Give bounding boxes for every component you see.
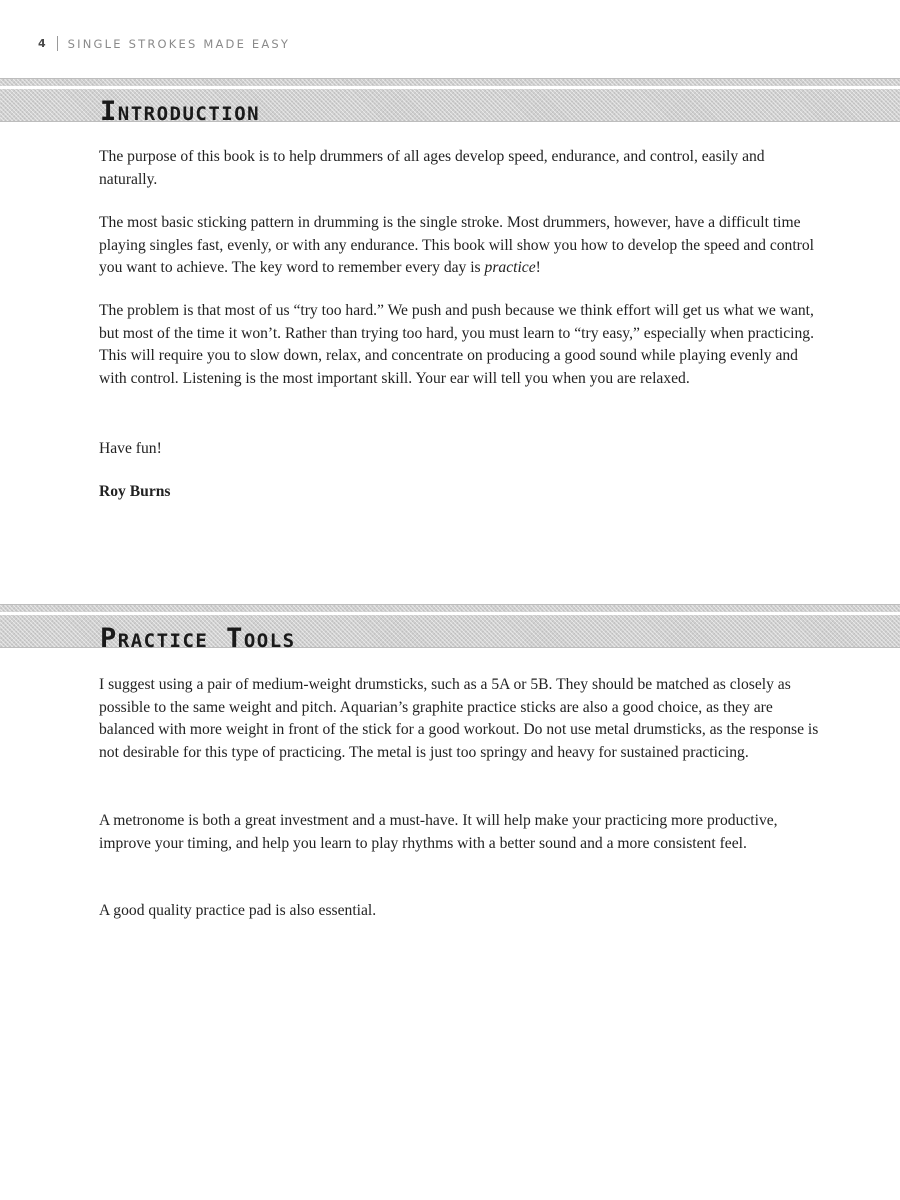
author-signature: Roy Burns: [99, 483, 171, 500]
intro-paragraph-4: Have fun!: [99, 440, 162, 457]
intro-paragraph-1: The purpose of this book is to help drummers of all ages develop speed, endurance, and control, easily and naturally.: [99, 148, 765, 188]
running-header: [38, 36, 290, 51]
tools-paragraph-2: A metronome is both a great investment and a must-have. It will help make your practicing more productive, improve your timing, and help you learn to play rhythms with a better sound and a more consistent feel.: [99, 812, 778, 852]
banner-stripe: [0, 86, 900, 89]
introduction-heading: Introduction: [100, 96, 261, 127]
banner-rule-top: [0, 604, 900, 605]
page-number: 4: [38, 37, 46, 50]
intro-paragraph-2-end: !: [535, 259, 541, 277]
header-divider: [57, 36, 58, 51]
banner-rule-top: [0, 78, 900, 79]
practice-tools-heading: Practice Tools: [100, 623, 296, 654]
book-title: SINGLE STROKES MADE EASY: [67, 36, 291, 51]
banner-stripe: [0, 612, 900, 615]
intro-paragraph-2: [99, 212, 819, 280]
intro-paragraph-2-emphasis: practice: [484, 259, 536, 277]
intro-paragraph-3: The problem is that most of us “try too hard.” We push and push because we think effort will get us what we want, but most of the time it won’t. Rather than trying too hard, you must learn to “try easy,” especially when practicing. This will require you to slow down, relax, and concentrate on producing a good sound while playing evenly and with control. Listening is the most important skill. Your ear will tell you when you are relaxed.: [99, 302, 814, 387]
tools-paragraph-1: I suggest using a pair of medium-weight drumsticks, such as a 5A or 5B. They should be matched as closely as possible to the same weight and pitch. Aquarian’s graphite practice sticks are also a good choice, as they are balanced with more weight in front of the stick for a good workout. Do not use metal drumsticks, as the response is not desirable for this type of practicing. The metal is just too springy and heavy for sustained practicing.: [99, 676, 819, 761]
tools-paragraph-3: A good quality practice pad is also essential.: [99, 902, 377, 919]
intro-paragraph-2-text: The most basic sticking pattern in drumming is the single stroke. Most drummers, however, have a difficult time playing singles fast, evenly, or with any endurance. This book will show you how to develop the speed and control you want to achieve. The key word to remember every day is: [99, 214, 815, 277]
